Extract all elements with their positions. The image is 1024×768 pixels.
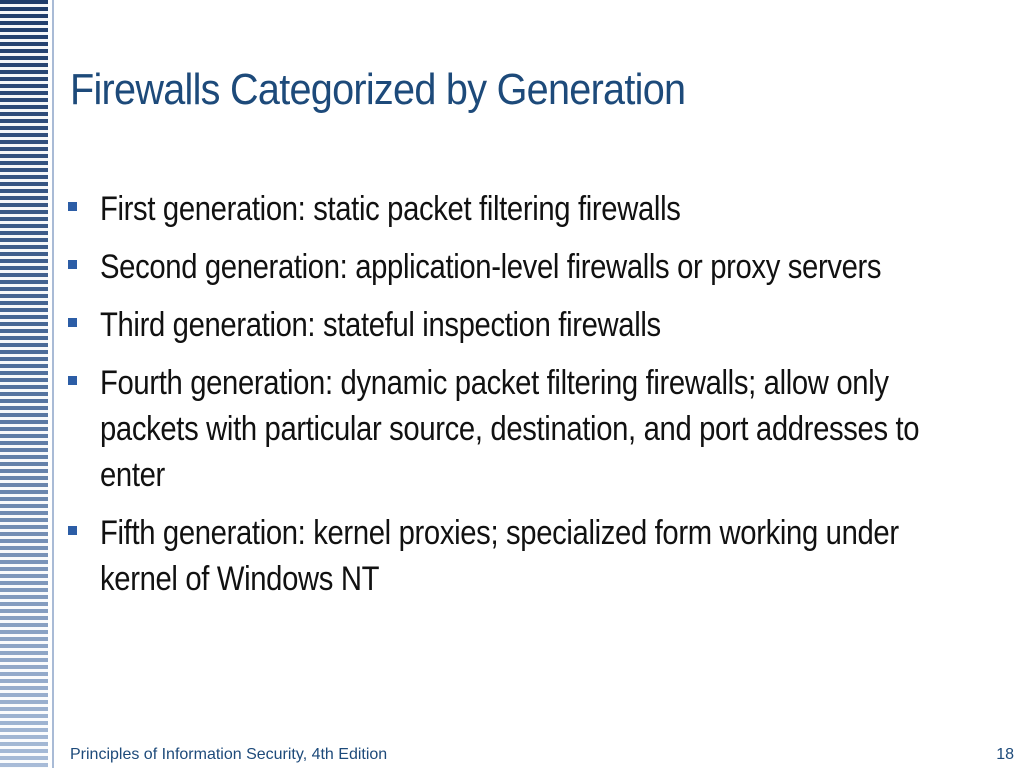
page-number: 18 (996, 746, 1014, 763)
square-bullet-icon (68, 526, 77, 535)
square-bullet-icon (68, 318, 77, 327)
square-bullet-icon (68, 260, 77, 269)
bullet-list (64, 186, 1014, 614)
bullet-item-fourth-generation (64, 360, 1014, 498)
bullet-item-first-generation (64, 186, 1014, 232)
bullet-text: Third generation: stateful inspection firewalls (100, 306, 661, 344)
bullet-text: First generation: static packet filtering firewalls (100, 190, 681, 228)
slide-title: Firewalls Categorized by Generation (70, 65, 686, 114)
bullet-item-third-generation (64, 302, 1014, 348)
bullet-item-fifth-generation (64, 510, 1014, 602)
square-bullet-icon (68, 376, 77, 385)
square-bullet-icon (68, 202, 77, 211)
footer-text: Principles of Information Security, 4th Edition (70, 746, 388, 763)
decorative-side-line (52, 0, 54, 768)
decorative-side-stripe (0, 0, 48, 768)
bullet-text: Fourth generation: dynamic packet filtering firewalls; allow only packets with particular source, destination, and port addresses to enter (100, 364, 920, 494)
slide-footer (0, 742, 1024, 768)
bullet-text: Second generation: application-level firewalls or proxy servers (100, 248, 882, 286)
bullet-item-second-generation (64, 244, 1014, 290)
bullet-text: Fifth generation: kernel proxies; specialized form working under kernel of Windows NT (100, 514, 899, 598)
